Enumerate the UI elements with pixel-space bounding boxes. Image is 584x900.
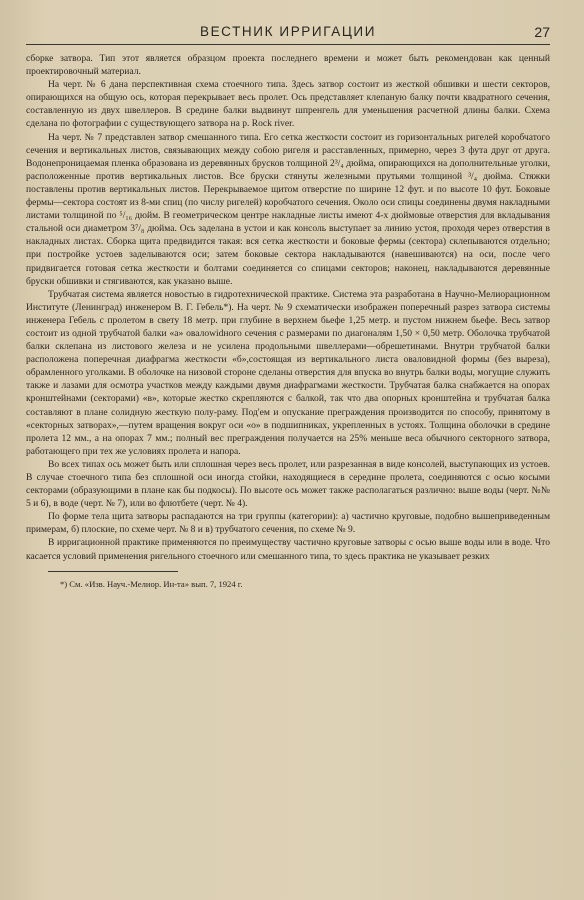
paragraph-1: сборке затвора. Тип этот является образцом проекта последнего времени и может быть рекомендован как ценный проектировочный материал. xyxy=(26,53,550,78)
paragraph-5: Во всех типах ось может быть или сплошная через весь пролет, или разрезанная в виде консолей, выступающих из устоев. В случае стоечного типа без сплошной оси иногда стойки, находящиеся в середине пролета, соединяются с осью косыми секторами (образующими в плане как бы подкосы). По высоте ось может также располагаться различно: выше воды (черт. №№ 5 и 6), в воде (черт. № 7), или во флютбете (черт. № 4). xyxy=(26,458,550,510)
page-number: 27 xyxy=(534,24,550,40)
page-header xyxy=(26,0,550,45)
article-body xyxy=(26,52,550,563)
footnote: *) См. «Изв. Науч.-Мелиор. Ин-та» вып. 7, 1924 г. xyxy=(60,578,243,589)
paragraph-6: По форме тела щита затворы распадаются на три группы (категории): а) частично круговые, подобно вышеприведенным примерам, б) плоские, по схеме черт. № 8 и в) трубчатого сечения, по схеме № 9. xyxy=(26,511,550,536)
paragraph-7: В ирригационной практике применяются по преимуществу частично круговые затворы с осью выше воды или в воде. Что касается условий применения ригельного стоечного или смешанного типа, то здесь практика не указывает резких xyxy=(26,537,550,562)
footnote-divider xyxy=(48,571,178,572)
paragraph-2: На черт. № 6 дана перспективная схема стоечного типа. Здесь затвор состоит из жесткой обшивки и шести секторов, опирающихся на общую ось, которая перекрывает весь пролет. Ось представляет клепаную балку почти квадратного сечения, составленную из двух швеллеров. В средине балки выдвинут шпренгель для уменьшения расчетной длины балки. Схема сделана по фотографии с существующего затвора на р. Rock river. xyxy=(26,79,550,130)
paragraph-3: На черт. № 7 представлен затвор смешанного типа. Его сетка жесткости состоит из горизонтальных ригелей коробчатого сечения и вертикальных листов, связывающих между собою ригеля и расставленных, примерно, через 3 фута друг от друга. Водонепроницаемая пленка образована из деревянных брусков толщиной 2³/₄ дюйма, опирающихся на дополнительные уголки, расположенные против вертикальных листов. Все бруски стянуты железными прутьями толщиной ³/₄ дюйма. Стяжки поставлены против вертикальных листов. Перекрываемое щитом отверстие по ширине 12 фут. и по высоте 10 фут. Боковые фермы—сектора состоят из 8-ми спиц (по числу ригелей) коробчатого сечения. Около оси спицы соединены двумя накладными листами толщиной по ⁵/₁₆ дюйм. В геометрическом центре накладные листы имеют 4-х дюймовые отверстия для вкладывания стальной оси диаметром 3⁷/₈ дюйма. Ось заделана в устои и как консоль выступает за линию устоя, проходя через отверстия в накладных листах. Сборка щита предвидится такая: вся сетка жесткости и боковые фермы (сектора) склепываются отдельно; при постройке устоев заделываются оси; затем боковые сектора накладываются (навешиваются) на оси, после чего придвигается готовая сетка жесткости и болтами соединяется со спицами секторов; наконец, накладываются деревянные бруски обшивки и стягиваются, как указано выше. xyxy=(26,131,550,287)
paragraph-4: Трубчатая система является новостью в гидротехнической практике. Система эта разработана в Научно-Мелиорационном Институте (Ленинград) инженером В. Г. Гебель*). На черт. № 9 схематически изображен поперечный разрез затвора системы инженера Гебель с пролетом в свету 18 метр. при глубине в верхнем бьефе 1,25 метр. и пустом нижнем бьефе. Весь затвор состоит из одной трубчатой балки «а» овалowidного сечения с размерами по диагоналям 1,50 × 0,50 метр. Оболочка трубчатой балки склепана из листового железа и не усилена продольными швеллерами—обрешетинами. Внутри трубчатой балки расположена поперечная диафрагма жесткости «б»,состоящая из вертикального листа оваловидной формы (без выреза), обрамленного уголками. В оболочке на низовой стороне сделаны отверстия для впуска во внутрь балки воды, могущие служить также и лазами для осмотра участков между каждыми двумя диафрагмами жесткости. Трубчатая балка снабжается на опорах кронштейнами (секторами) «в», которые жестко скрепляются с балкой, так что два опорных кронштейна и трубчатая балка составляют в плане солидную жесткую полу-раму. Под'ем и опускание преграждения производится по способу, принятому в «секторных затворах»,—путем вращения вокруг оси «о» в подшипниках, укрепленных в устоях. Толщина оболочки в средине пролета 12 мм., а на опорах 7 мм.; полный вес преграждения получается на 25% меньше веса обычного секторного затвора, работающего при тех же условиях пролета и напора. xyxy=(26,288,550,457)
running-title: ВЕСТНИК ИРРИГАЦИИ xyxy=(199,24,377,39)
